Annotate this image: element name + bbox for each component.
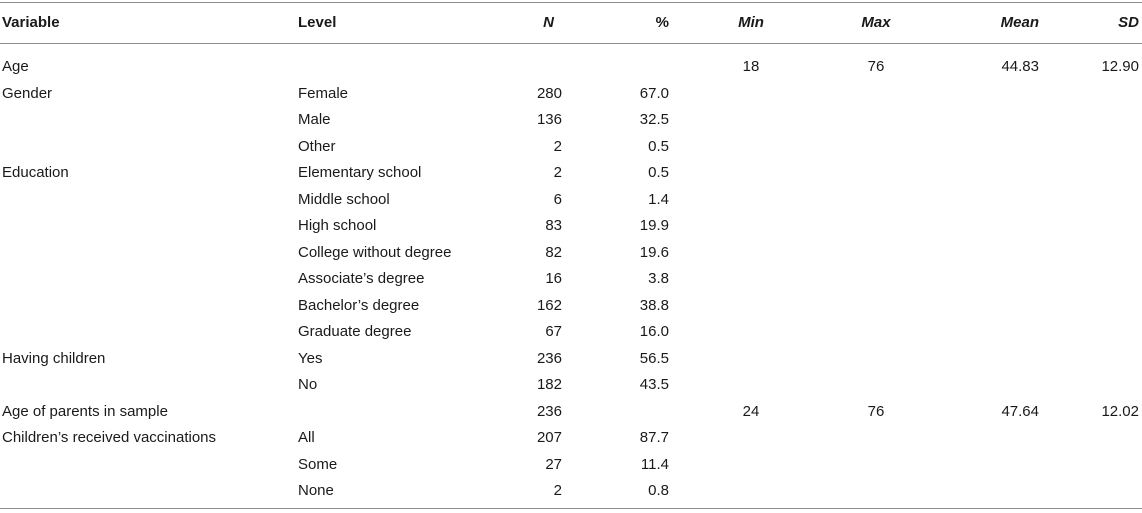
cell-percent: 56.5: [639, 349, 669, 367]
cell-n: 27: [545, 455, 562, 473]
header-mean: Mean: [1000, 14, 1039, 31]
table-row: [0, 372, 1142, 398]
cell-min: 18: [742, 58, 760, 75]
table-row: [0, 54, 1142, 80]
cell-level: Yes: [298, 349, 323, 367]
header-variable: Variable: [2, 14, 60, 31]
cell-n: 2: [553, 137, 562, 155]
header-max: Max: [861, 14, 891, 31]
table-row: [0, 134, 1142, 160]
header-level: Level: [298, 14, 337, 31]
table-row: [0, 319, 1142, 345]
cell-percent: 43.5: [639, 376, 669, 393]
table-row: [0, 399, 1142, 425]
cell-percent: 0.5: [648, 137, 669, 155]
cell-n: 280: [536, 84, 562, 102]
cell-variable: Education: [2, 164, 69, 181]
cell-percent: 19.6: [639, 243, 669, 261]
cell-n: 162: [536, 296, 562, 314]
cell-n: 2: [553, 164, 562, 181]
cell-variable: Having children: [2, 349, 106, 367]
cell-percent: 32.5: [639, 111, 669, 128]
cell-n: 2: [553, 482, 562, 499]
table-row: [0, 293, 1142, 319]
cell-percent: 67.0: [639, 84, 669, 102]
cell-variable: Children’s received vaccinations: [2, 429, 216, 446]
cell-level: High school: [298, 217, 377, 234]
table-row: [0, 81, 1142, 107]
cell-max: 76: [867, 58, 885, 75]
cell-variable: Age: [2, 58, 29, 75]
table-row: [0, 187, 1142, 213]
cell-sd: 12.02: [1101, 402, 1139, 420]
cell-n: 67: [545, 323, 562, 340]
cell-percent: 0.8: [648, 482, 669, 499]
cell-sd: 12.90: [1101, 58, 1139, 75]
cell-level: Elementary school: [298, 164, 422, 181]
cell-level: Middle school: [298, 190, 390, 208]
header-n: N: [543, 14, 554, 31]
cell-min: 24: [742, 402, 760, 420]
table-row: [0, 240, 1142, 266]
cell-percent: 11.4: [640, 455, 669, 473]
table-row: [0, 452, 1142, 478]
cell-n: 82: [545, 243, 562, 261]
cell-level: No: [298, 376, 318, 393]
cell-level: All: [298, 429, 315, 446]
table-row: [0, 107, 1142, 133]
cell-variable: Gender: [2, 84, 53, 102]
cell-level: Associate’s degree: [298, 270, 425, 287]
cell-level: Some: [298, 455, 338, 473]
table-row: [0, 160, 1142, 186]
cell-level: Other: [298, 137, 336, 155]
cell-level: Graduate degree: [298, 323, 412, 340]
cell-mean: 44.83: [1001, 58, 1039, 75]
header-min: Min: [738, 14, 764, 31]
table-row: [0, 266, 1142, 292]
cell-n: 16: [545, 270, 562, 287]
cell-percent: 38.8: [639, 296, 669, 314]
cell-max: 76: [867, 402, 885, 420]
header-percent: %: [655, 14, 669, 31]
cell-level: Female: [298, 84, 349, 102]
cell-mean: 47.64: [1001, 402, 1039, 420]
cell-n: 207: [536, 429, 562, 446]
cell-level: None: [298, 482, 334, 499]
cell-level: Bachelor’s degree: [298, 296, 420, 314]
table-bottom-rule: [0, 508, 1142, 509]
cell-n: 136: [536, 111, 562, 128]
cell-n: 83: [545, 217, 562, 234]
cell-level: Male: [298, 111, 331, 128]
cell-percent: 0.5: [648, 164, 669, 181]
cell-n: 6: [553, 190, 562, 208]
cell-variable: Age of parents in sample: [2, 402, 168, 420]
cell-level: College without degree: [298, 243, 452, 261]
table-header-rule: [0, 43, 1142, 44]
table-row: [0, 478, 1142, 504]
cell-n: 236: [536, 402, 562, 420]
cell-percent: 3.8: [648, 270, 669, 287]
table-row: [0, 425, 1142, 451]
cell-percent: 87.7: [639, 429, 669, 446]
cell-percent: 16.0: [639, 323, 669, 340]
table-row: [0, 346, 1142, 372]
table-header-row: [0, 10, 1142, 36]
cell-percent: 19.9: [639, 217, 669, 234]
cell-n: 236: [536, 349, 562, 367]
header-sd: SD: [1118, 14, 1139, 31]
table-top-rule: [0, 2, 1142, 3]
cell-n: 182: [536, 376, 562, 393]
table-row: [0, 213, 1142, 239]
cell-percent: 1.4: [648, 190, 669, 208]
